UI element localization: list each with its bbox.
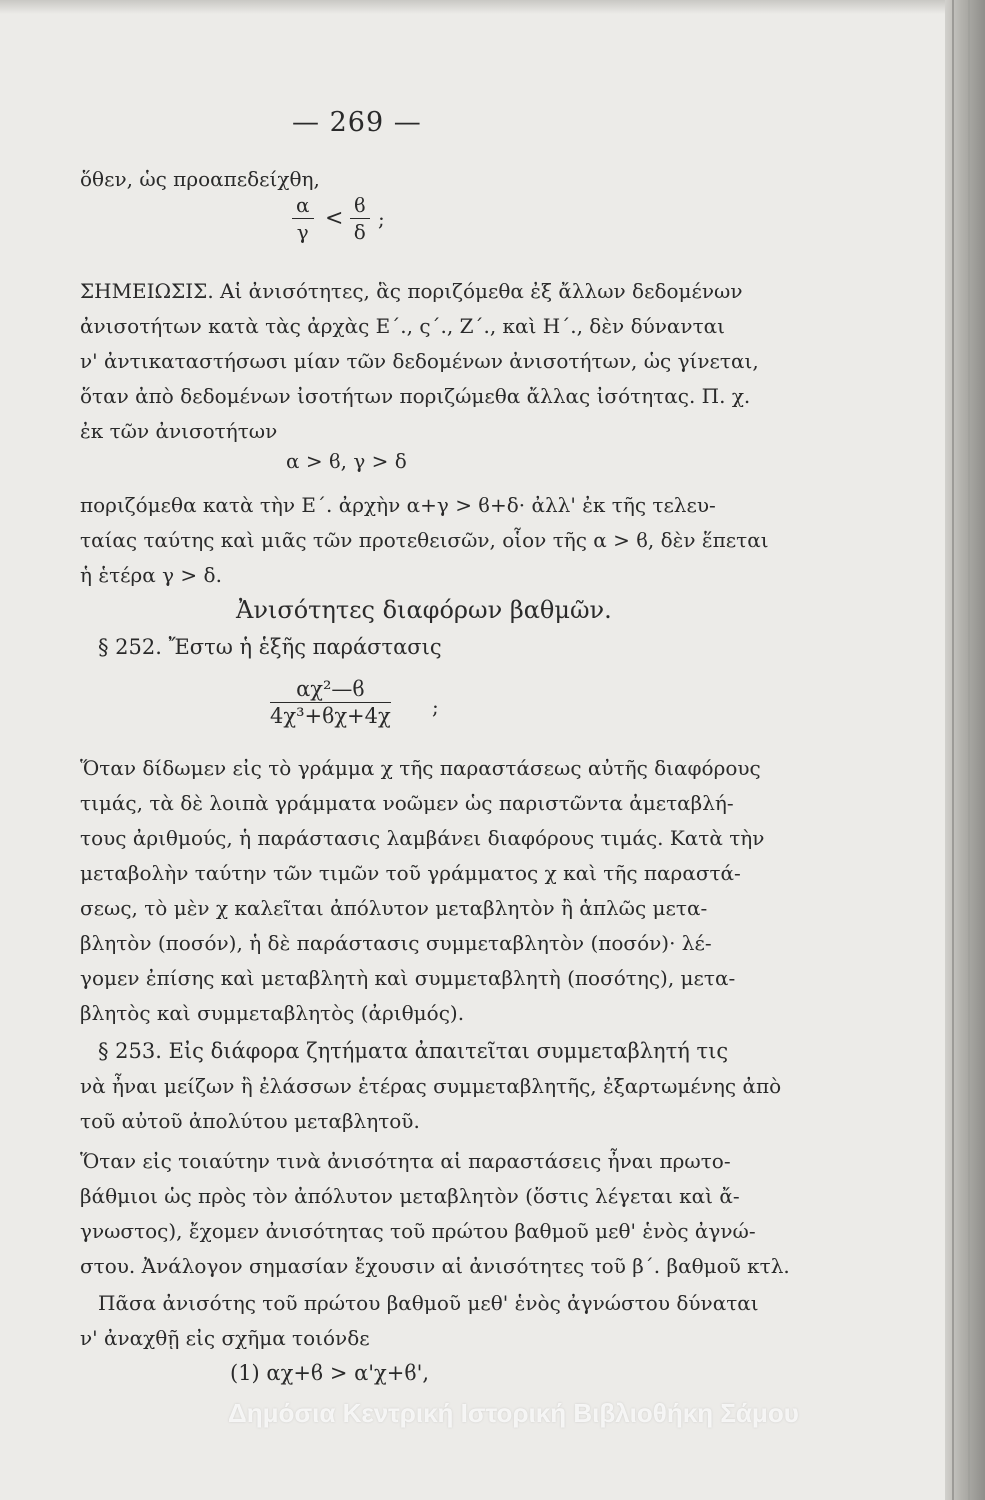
numerator: αχ²—ϐ: [270, 676, 391, 703]
fraction-expression: [270, 676, 391, 729]
text-line: ἀνισοτήτων κατὰ τὰς ἀρχὰς Ε΄., ς΄., Ζ΄., καὶ Η΄., δὲν δύνανται: [80, 314, 725, 338]
relation-sign: <: [325, 206, 344, 231]
page-number: — 269 —: [292, 107, 422, 138]
denominator: δ: [353, 220, 366, 244]
punctuation: ;: [432, 695, 439, 719]
punctuation: ;: [378, 207, 385, 231]
text-line: ἡ ἑτέρα γ > δ.: [80, 563, 222, 587]
text-line: βλητὸν (ποσόν), ἡ δὲ παράστασις συμμεταβλητὸν (ποσόν)· λέ-: [80, 931, 712, 955]
text-line: § 252. Ἔστω ἡ ἑξῆς παράστασις: [98, 635, 442, 659]
text-line: Πᾶσα ἀνισότης τοῦ πρώτου βαθμοῦ μεθ' ἑνὸς ἀγνώστου δύναται: [98, 1291, 759, 1315]
text-line: νὰ ἦναι μείζων ἢ ἐλάσσων ἑτέρας συμμεταβλητῆς, ἐξαρτωμένης ἀπὸ: [80, 1074, 782, 1098]
formula: α > ϐ, γ > δ: [286, 449, 407, 473]
text-line: ν' ἀντικαταστήσωσι μίαν τῶν δεδομένων ἀνισοτήτων, ὡς γίνεται,: [80, 349, 759, 373]
text-line: μεταβολὴν ταύτην τῶν τιμῶν τοῦ γράμματος χ καὶ τῆς παραστά-: [80, 861, 741, 885]
text-line: σεως, τὸ μὲν χ καλεῖται ἀπόλυτον μεταβλητὸν ἢ ἁπλῶς μετα-: [80, 896, 708, 920]
fraction-right: [350, 192, 370, 245]
text-line: ἐκ τῶν ἀνισοτήτων: [80, 419, 278, 443]
text-line: γομεν ἐπίσης καὶ μεταβλητὴ καὶ συμμεταβλητὴ (ποσότης), μετα-: [80, 966, 736, 990]
text-line: τιμάς, τὰ δὲ λοιπὰ γράμματα νοῶμεν ὡς παριστῶντα ἀμεταβλή-: [80, 791, 734, 815]
text-line: τοῦ αὐτοῦ ἀπολύτου μεταβλητοῦ.: [80, 1109, 420, 1133]
text-line: ταίας ταύτης καὶ μιᾶς τῶν προτεθεισῶν, οἷον τῆς α > ϐ, δὲν ἕπεται: [80, 528, 769, 552]
numerator: α: [292, 192, 314, 219]
text-line: ΣΗΜΕΙΩΣΙΣ. Αἱ ἀνισότητες, ἃς ποριζόμεθα ἐξ ἄλλων δεδομένων: [80, 279, 743, 303]
text-line: ν' ἀναχθῇ εἰς σχῆμα τοιόνδε: [80, 1326, 370, 1350]
text-line: τους ἀριθμούς, ἡ παράστασις λαμβάνει διαφόρους τιμάς. Κατὰ τὴν: [80, 826, 765, 850]
text-line: ποριζόμεθα κατὰ τὴν Ε΄. ἀρχὴν α+γ > ϐ+δ· ἀλλ' ἐκ τῆς τελευ-: [80, 493, 716, 517]
text-line: γνωστος), ἔχομεν ἀνισότητας τοῦ πρώτου βαθμοῦ μεθ' ἑνὸς ἀγνώ-: [80, 1219, 756, 1243]
text-line: Ὅταν εἰς τοιαύτην τινὰ ἀνισότητα αἱ παραστάσεις ἦναι πρωτο-: [80, 1149, 731, 1173]
section-heading: Ἀνισότητες διαφόρων βαθμῶν.: [236, 596, 612, 624]
denominator: 4χ³+ϐχ+4χ: [270, 704, 391, 728]
fraction-left: [292, 192, 314, 245]
text-line: βάθμιοι ὡς πρὸς τὸν ἀπόλυτον μεταβλητὸν (ὅστις λέγεται καὶ ἄ-: [80, 1184, 740, 1208]
text-line: Ὅταν δίδωμεν εἰς τὸ γράμμα χ τῆς παραστάσεως αὐτῆς διαφόρους: [80, 756, 761, 780]
text-line: ὅθεν, ὡς προαπεδείχθη,: [80, 167, 320, 191]
spine-fold: [952, 0, 954, 1500]
spine-fold: [968, 0, 970, 1500]
text-line: ὅταν ἀπὸ δεδομένων ἰσοτήτων ποριζώμεθα ἄλλας ἰσότητας. Π. χ.: [80, 384, 751, 408]
formula: (1) αχ+ϐ > α'χ+ϐ',: [230, 1361, 430, 1385]
numerator: ϐ: [350, 192, 370, 219]
denominator: γ: [296, 220, 309, 244]
text-line: βλητὸς καὶ συμμεταβλητὸς (ἀριθμός).: [80, 1001, 465, 1025]
text-line: στου. Ἀνάλογον σημασίαν ἔχουσιν αἱ ἀνισότητες τοῦ β΄. βαθμοῦ κτλ.: [80, 1254, 790, 1278]
text-line: § 253. Εἰς διάφορα ζητήματα ἀπαιτεῖται συμμεταβλητή τις: [98, 1039, 729, 1063]
library-watermark: Δημόσια Κεντρική Ιστορική Βιβλιοθήκη Σάμου: [228, 1398, 799, 1428]
book-spine: [945, 0, 985, 1500]
